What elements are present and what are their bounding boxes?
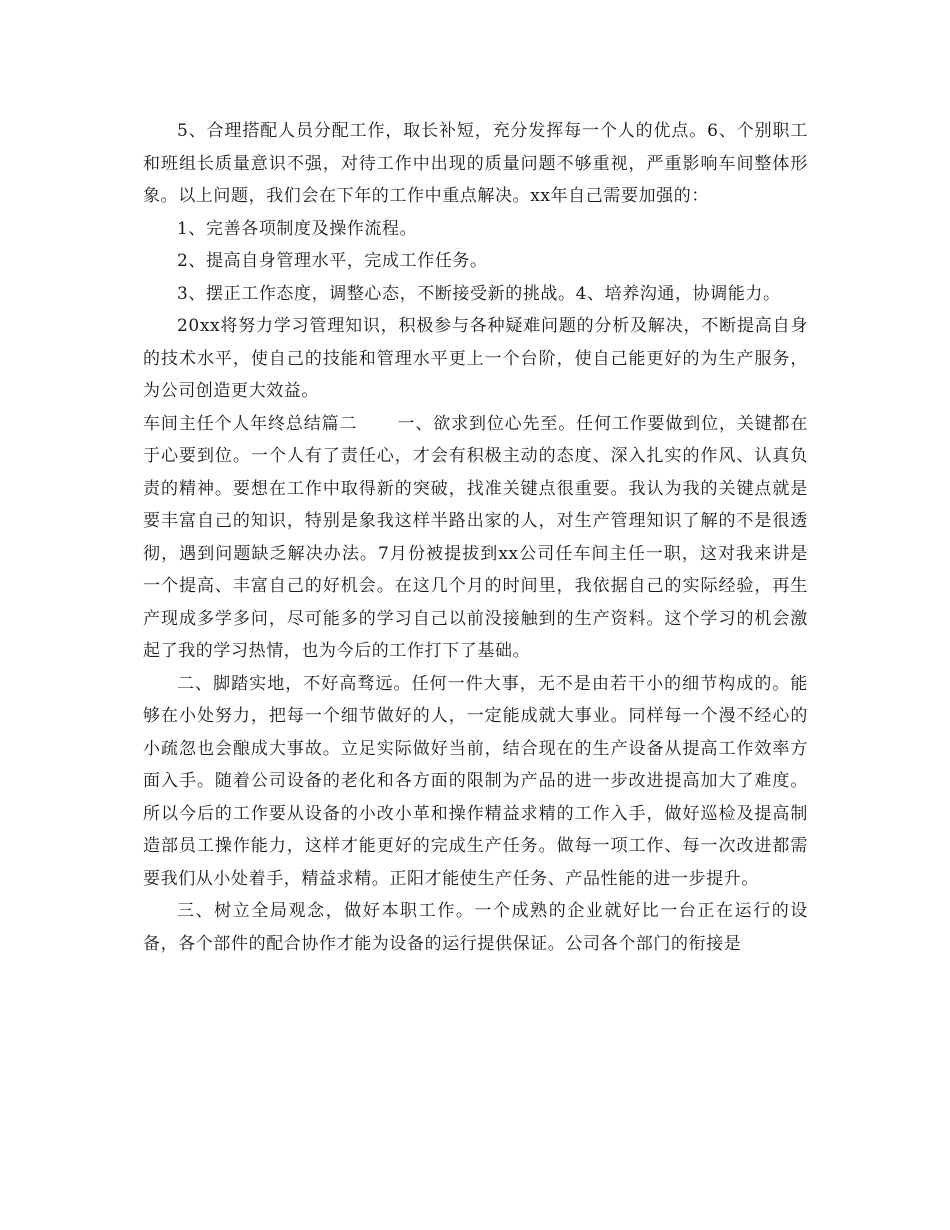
document-body (143, 115, 808, 960)
paragraph-7: 二、脚踏实地，不好高骛远。任何一件大事，无不是由若干小的细节构成的。能够在小处努力，把每一个细节做好的人，一定能成就大事业。同样每一个漫不经心的小疏忽也会酿成大事故。立足实际做好当前，结合现在的生产设备从提高工作效率方面入手。随着公司设备的老化和各方面的限制为产品的进一步改进提高加大了难度。所以今后的工作要从设备的小改小革和操作精益求精的工作入手，做好巡检及提高制造部员工操作能力，这样才能更好的完成生产任务。做每一项工作、每一次改进都需要我们从小处着手，精益求精。正阳才能使生产任务、产品性能的进一步提升。 (143, 673, 808, 889)
paragraph-2: 1、完善各项制度及操作流程。 (177, 218, 418, 239)
section-first-paragraph: 一、欲求到位心先至。任何工作要做到位，关键都在于心要到位。一个人有了责任心，才会有积极主动的态度、深入扎实的作风、认真负责的精神。要想在工作中取得新的突破，找准关键点很重要。我认为我的关键点就是要丰富自己的知识，特别是象我这样半路出家的人，对生产管理知识了解的不是很透彻，遇到问题缺乏解决办法。7月份被提拔到xx公司任车间主任一职，这对我来讲是一个提高、丰富自己的好机会。在这几个月的时间里，我依据自己的实际经验，再生产现成多学多问，尽可能多的学习自己以前没接触到的生产资料。这个学习的机会激起了我的学习热情，也为今后的工作打下了基础。 (143, 413, 808, 661)
paragraph-5: 20xx将努力学习管理知识，积极参与各种疑难问题的分析及解决，不断提高自身的技术水平，使自己的技能和管理水平更上一个台阶，使自己能更好的为生产服务，为公司创造更大效益。 (143, 316, 808, 401)
section-title: 车间主任个人年终总结篇二 (143, 413, 358, 434)
paragraph-4: 3、摆正工作态度，调整心态，不断接受新的挑战。4、培养沟通，协调能力。 (177, 283, 781, 304)
paragraph-8: 三、树立全局观念，做好本职工作。一个成熟的企业就好比一台正在运行的设备，各个部件的配合协作才能为设备的运行提供保证。公司各个部门的衔接是 (143, 901, 808, 954)
paragraph-1: 5、合理搭配人员分配工作，取长补短，充分发挥每一个人的优点。6、个别职工和班组长质量意识不强，对待工作中出现的质量问题不够重视，严重影响车间整体形象。以上问题，我们会在下年的工作中重点解决。xx年自己需要加强的： (143, 121, 808, 206)
paragraph-3: 2、提高自身管理水平，完成工作任务。 (177, 251, 488, 271)
section-heading-paragraph (143, 408, 808, 668)
